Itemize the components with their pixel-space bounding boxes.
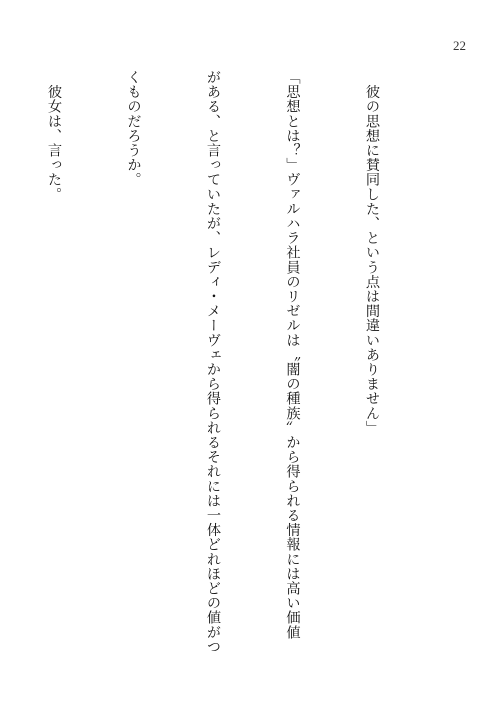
text-line: 彼の思想に賛同した、という点は間違いありません」 <box>364 70 380 435</box>
page-number: 22 <box>453 38 466 53</box>
text-line: がある、と言っていたが、レディ・メーヴェから得られるそれには一体どれほどの値がつ <box>205 70 221 654</box>
text-line: 「思想とは？」ヴァルハラ社員のリゼルは〝闇の種族〟から得られる情報には高い価値 <box>284 70 301 640</box>
text-line: くものだろうか。 <box>125 70 142 187</box>
text-line: 彼女は、言った。 <box>46 70 62 202</box>
body-text <box>0 70 438 670</box>
